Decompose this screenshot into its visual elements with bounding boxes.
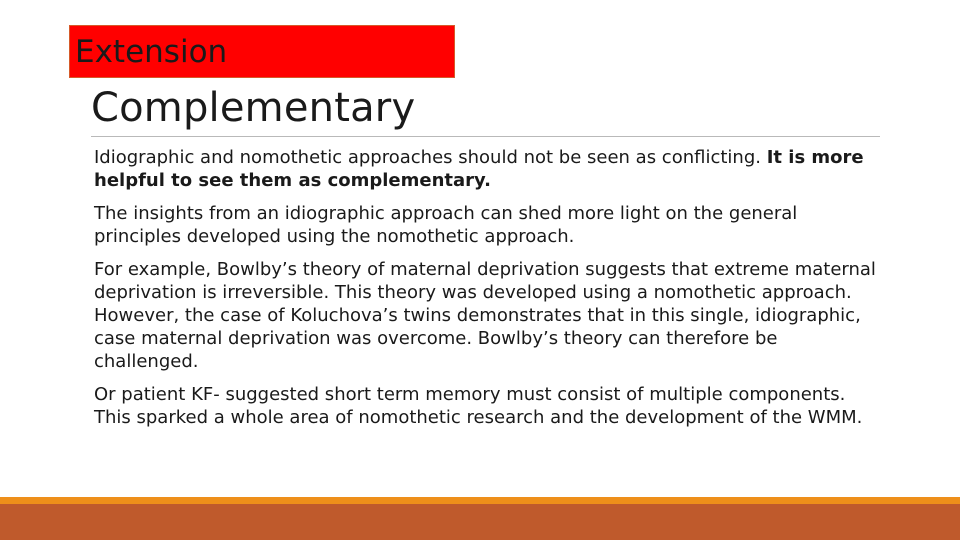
extension-tag [69, 25, 455, 78]
slide-body [94, 146, 884, 439]
paragraph-4: Or patient KF- suggested short term memory must consist of multiple components. This sparked a whole area of nomothetic research and the development of the WMM. [94, 384, 863, 428]
paragraph-1 [94, 146, 884, 192]
footer-bar [0, 504, 960, 540]
extension-tag-label: Extension [75, 34, 228, 70]
paragraph-3: For example, Bowlby’s theory of maternal deprivation suggests that extreme maternal deprivation is irreversible. This theory was developed using a nomothetic approach. However, the case of Koluchova’s twins demonstrates that in this single, idiographic, case maternal deprivation was overcome. Bowlby’s theory can therefore be challenged. [94, 259, 876, 372]
paragraph-2: The insights from an idiographic approach can shed more light on the general principles developed using the nomothetic approach. [94, 203, 798, 247]
slide-title: Complementary [91, 85, 416, 131]
paragraph-1-text: Idiographic and nomothetic approaches should not be seen as conflicting. [94, 147, 767, 168]
title-divider [91, 136, 880, 137]
footer-accent-line [0, 497, 960, 504]
paragraph-1-emphasis: It is more helpful to see them as complementary. [94, 147, 864, 191]
